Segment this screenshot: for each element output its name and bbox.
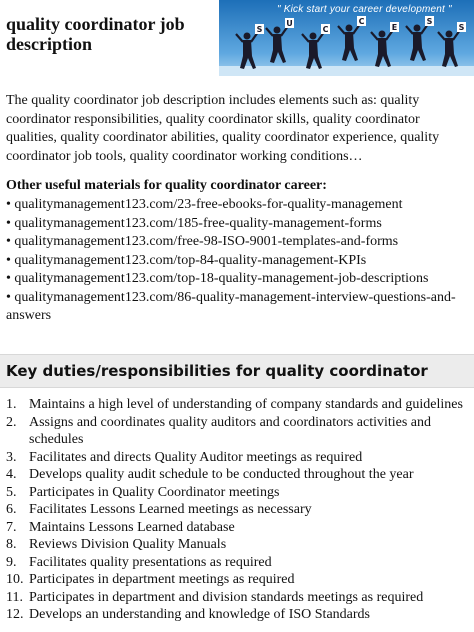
duty-item bbox=[6, 449, 468, 467]
duty-text: Develops an understanding and knowledge of ISO Standards bbox=[29, 607, 370, 622]
success-banner-image bbox=[219, 0, 474, 76]
duty-number: 8. bbox=[6, 537, 17, 552]
duty-item bbox=[6, 589, 468, 607]
duty-number: 12. bbox=[6, 607, 24, 622]
duty-number: 1. bbox=[6, 397, 17, 412]
duty-number: 9. bbox=[6, 554, 17, 570]
duty-text: Reviews Division Quality Manuals bbox=[29, 537, 227, 552]
duty-text: Participates in Quality Coordinator meetings bbox=[29, 484, 280, 500]
letter-sign-text: C bbox=[358, 17, 365, 26]
duty-text: Develops quality audit schedule to be conducted throughout the year bbox=[29, 467, 414, 482]
duty-item bbox=[6, 414, 468, 449]
duty-item bbox=[6, 519, 468, 537]
duties-heading: Key duties/responsibilities for quality coordinator bbox=[6, 362, 428, 380]
duty-item bbox=[6, 606, 468, 624]
duty-number: 10. bbox=[6, 572, 24, 587]
duty-item bbox=[6, 396, 468, 414]
letter-sign-text: C bbox=[322, 25, 329, 34]
page-title: quality coordinator job description bbox=[6, 14, 185, 54]
duty-number: 5. bbox=[6, 484, 17, 500]
material-link[interactable]: • qualitymanagement123.com/top-84-quality-management-KPIs bbox=[6, 252, 468, 271]
duty-item bbox=[6, 536, 468, 554]
letter-sign-text: U bbox=[286, 19, 293, 28]
duty-item bbox=[6, 466, 468, 484]
duty-text: Facilitates Lessons Learned meetings as necessary bbox=[29, 502, 312, 517]
material-link[interactable]: • qualitymanagement123.com/185-free-quality-management-forms bbox=[6, 215, 468, 234]
letter-sign-text: S bbox=[256, 25, 263, 34]
letter-sign-text: S bbox=[458, 23, 465, 32]
duty-text: Participates in department meetings as required bbox=[29, 572, 295, 587]
duty-text: Maintains Lessons Learned database bbox=[29, 519, 235, 535]
duties-list bbox=[6, 396, 468, 624]
material-link[interactable]: • qualitymanagement123.com/top-18-quality-management-job-descriptions bbox=[6, 270, 468, 289]
duties-heading-bar bbox=[0, 354, 474, 388]
material-link[interactable]: • qualitymanagement123.com/86-quality-management-interview-questions-and-answers bbox=[6, 289, 468, 326]
duty-number: 7. bbox=[6, 519, 17, 535]
duty-number: 3. bbox=[6, 449, 17, 465]
duty-item bbox=[6, 554, 468, 572]
letter-sign-text: S bbox=[426, 17, 433, 26]
duty-text: Maintains a high level of understanding of company standards and guidelines bbox=[29, 397, 463, 412]
duty-number: 2. bbox=[6, 414, 17, 430]
duty-item bbox=[6, 571, 468, 589]
duty-text: Facilitates and directs Quality Auditor meetings as required bbox=[29, 449, 363, 465]
duty-text: Facilitates quality presentations as required bbox=[29, 554, 272, 570]
duty-text: Assigns and coordinates quality auditors and coordinators activities and schedules bbox=[29, 414, 432, 447]
letter-sign-text: E bbox=[391, 23, 398, 32]
banner-tagline: " Kick start your career development " bbox=[277, 4, 452, 15]
intro-paragraph: The quality coordinator job description includes elements such as: quality coordinator responsibilities, quality coordinator skills, quality coordinator qualities, quality coordinator abilities, quality coordinator experience, quality coordinator job tools, quality coordinator working conditions… bbox=[6, 93, 440, 164]
materials-heading: Other useful materials for quality coordinator career: bbox=[6, 178, 327, 193]
duty-item bbox=[6, 484, 468, 502]
duty-number: 11. bbox=[6, 589, 23, 605]
duty-number: 4. bbox=[6, 467, 17, 482]
material-link[interactable]: • qualitymanagement123.com/23-free-ebooks-for-quality-management bbox=[6, 196, 468, 215]
materials-list bbox=[6, 196, 468, 326]
duty-item bbox=[6, 501, 468, 519]
duty-text: Participates in department and division standards meetings as required bbox=[29, 589, 424, 605]
material-link[interactable]: • qualitymanagement123.com/free-98-ISO-9001-templates-and-forms bbox=[6, 233, 468, 252]
duty-number: 6. bbox=[6, 502, 17, 517]
